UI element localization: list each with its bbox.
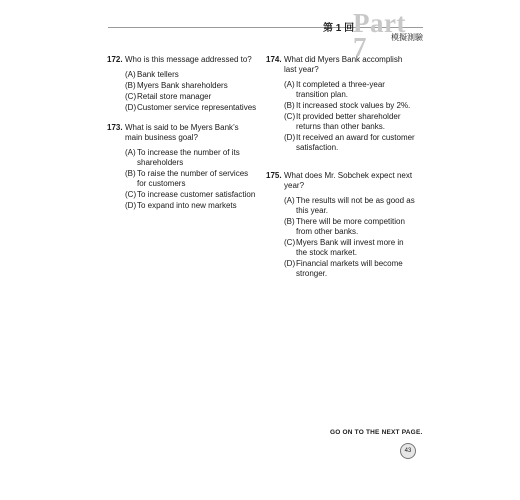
page-header	[300, 8, 423, 62]
go-on-notice: GO ON TO THE NEXT PAGE.	[330, 429, 423, 436]
right-column	[266, 55, 416, 289]
option-text: Bank tellers	[137, 70, 179, 79]
option-c	[284, 112, 416, 132]
option-text: It provided better shareholder returns than other banks.	[296, 112, 401, 131]
options-list	[125, 148, 257, 211]
option-b	[125, 169, 257, 189]
header-subtitle: 模擬測驗	[391, 33, 423, 42]
round-label: 第 1 回	[323, 23, 355, 34]
question-number: 174.	[266, 55, 282, 64]
option-text: To expand into new markets	[137, 201, 237, 210]
question-175	[266, 171, 416, 279]
option-text: The results will not be as good as this year.	[296, 196, 415, 215]
option-b	[284, 101, 416, 111]
option-a	[125, 148, 257, 168]
option-b	[125, 81, 257, 91]
option-label: (B)	[284, 101, 295, 110]
option-text: To raise the number of services for customers	[137, 169, 249, 188]
question-text: What is said to be Myers Bank’s main business goal?	[125, 123, 239, 142]
option-label: (A)	[284, 196, 295, 205]
option-label: (D)	[284, 133, 296, 142]
question-number: 175.	[266, 171, 282, 180]
option-d	[284, 259, 416, 279]
option-a	[125, 70, 257, 80]
option-label: (C)	[284, 112, 296, 121]
option-text: It completed a three-year transition plan.	[296, 80, 385, 99]
option-text: To increase the number of its shareholders	[137, 148, 240, 167]
option-text: Customer service representatives	[137, 103, 257, 112]
option-c	[125, 190, 257, 200]
options-list	[125, 70, 257, 113]
option-label: (A)	[125, 70, 136, 79]
option-label: (D)	[125, 103, 137, 112]
page-number-badge: 43	[400, 443, 416, 459]
question-text: What does Mr. Sobchek expect next year?	[284, 171, 413, 190]
left-column	[107, 55, 257, 221]
option-label: (D)	[284, 259, 296, 268]
option-text: Myers Bank will invest more in the stock market.	[296, 238, 404, 257]
option-c	[284, 238, 416, 258]
question-text: What did Myers Bank accomplish last year?	[284, 55, 403, 74]
option-d	[284, 133, 416, 153]
options-list	[284, 196, 416, 279]
option-label: (B)	[284, 217, 295, 226]
option-text: To increase customer satisfaction	[137, 190, 256, 199]
option-a	[284, 196, 416, 216]
option-text: Retail store manager	[137, 92, 212, 101]
option-text: Myers Bank shareholders	[137, 81, 228, 90]
option-label: (C)	[125, 92, 137, 101]
question-number: 172.	[107, 55, 123, 64]
question-173	[107, 123, 257, 211]
option-d	[125, 103, 257, 113]
part-label: Part 7	[353, 8, 406, 62]
question-number: 173.	[107, 123, 123, 132]
option-label: (B)	[125, 81, 136, 90]
option-label: (A)	[284, 80, 295, 89]
option-b	[284, 217, 416, 237]
option-label: (D)	[125, 201, 137, 210]
option-d	[125, 201, 257, 211]
question-text: Who is this message addressed to?	[125, 55, 252, 64]
option-label: (C)	[125, 190, 137, 199]
option-label: (A)	[125, 148, 136, 157]
option-label: (B)	[125, 169, 136, 178]
option-a	[284, 80, 416, 100]
option-text: It increased stock values by 2%.	[296, 101, 411, 110]
question-172	[107, 55, 257, 113]
option-text: There will be more competition from other banks.	[296, 217, 405, 236]
option-text: Financial markets will become stronger.	[296, 259, 403, 278]
question-174	[266, 55, 416, 153]
options-list	[284, 80, 416, 153]
option-c	[125, 92, 257, 102]
option-text: It received an award for customer satisfaction.	[296, 133, 415, 152]
option-label: (C)	[284, 238, 296, 247]
